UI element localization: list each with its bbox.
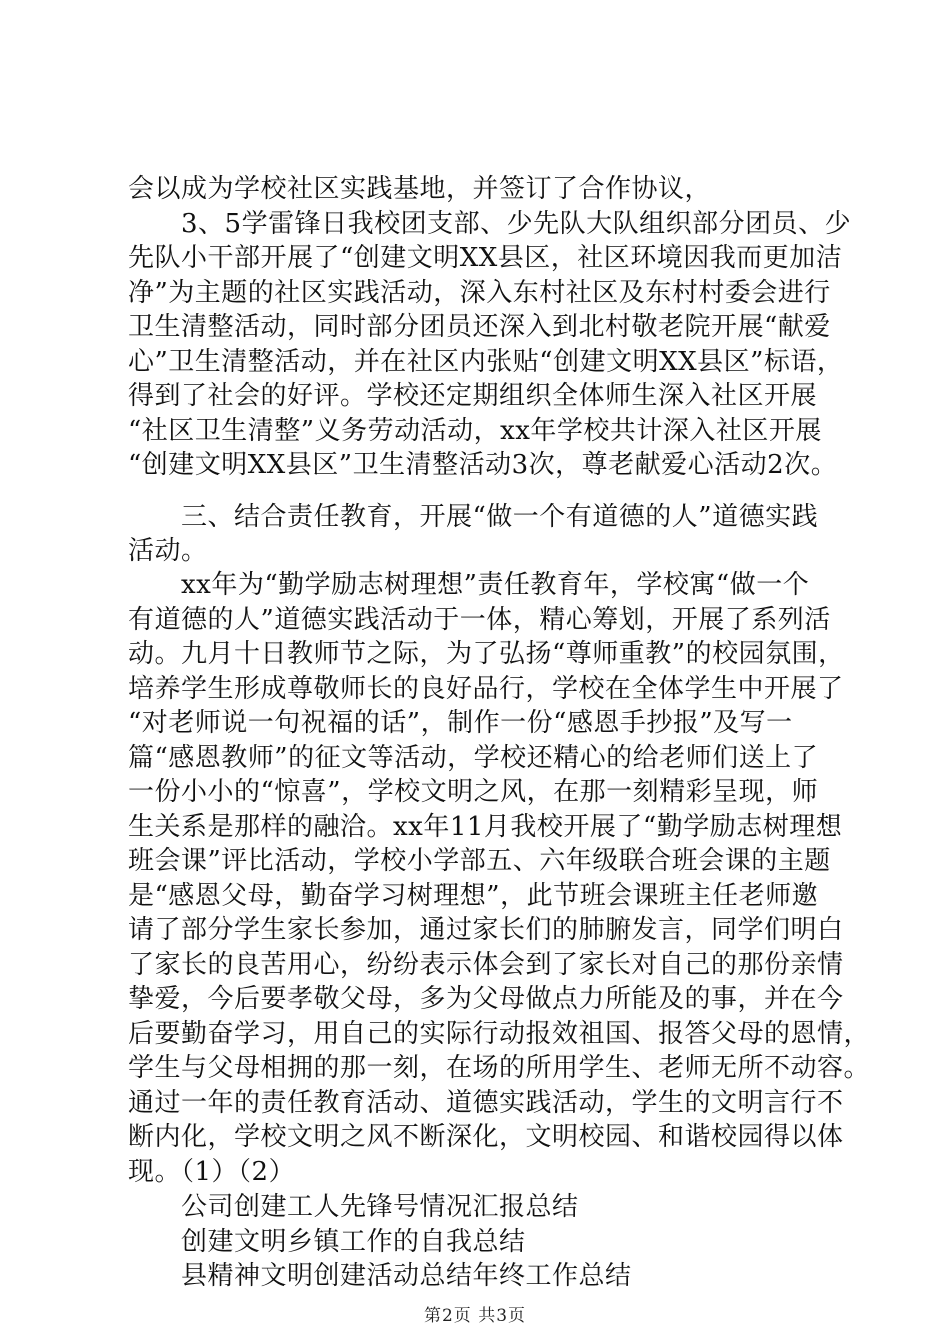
body-text-line: 断内化，学校文明之风不断深化，文明校园、和谐校园得以体	[128, 1122, 844, 1152]
body-text-line: 一份小小的“惊喜”，学校文明之风，在那一刻精彩呈现，师	[128, 777, 819, 807]
body-text-line: 后要勤奋学习，用自己的实际行动报效祖国、报答父母的恩情，	[128, 1019, 871, 1049]
body-text-line: 请了部分学生家长参加，通过家长们的肺腑发言，同学们明白	[128, 915, 844, 945]
body-text-line: xx年为“勤学励志树理想”责任教育年，学校寓“做一个	[128, 570, 810, 600]
body-text-line: “对老师说一句祝福的话”，制作一份“感恩手抄报”及写一	[128, 708, 793, 738]
body-text-line: 得到了社会的好评。学校还定期组织全体师生深入社区开展	[128, 381, 818, 411]
body-text-line: 了家长的良苦用心，纷纷表示体会到了家长对自己的那份亲情	[128, 950, 844, 980]
body-text-line: 卫生清整活动，同时部分团员还深入到北村敬老院开展“献爱	[128, 312, 831, 342]
body-text-line: 班会课”评比活动，学校小学部五、六年级联合班会课的主题	[128, 846, 831, 876]
body-text-line: 学生与父母相拥的那一刻，在场的所用学生、老师无所不动容。	[128, 1053, 871, 1083]
body-text-line: “社区卫生清整”义务劳动活动，xx年学校共计深入社区开展	[128, 416, 822, 446]
body-text-line: 生关系是那样的融洽。xx年11月我校开展了“勤学励志树理想	[128, 812, 843, 842]
body-text-line: 动。九月十日教师节之际，为了弘扬“尊师重教”的校园氛围，	[128, 639, 845, 669]
body-text-line: 通过一年的责任教育活动、道德实践活动，学生的文明言行不	[128, 1088, 844, 1118]
related-title-line: 县精神文明创建活动总结年终工作总结	[128, 1261, 632, 1291]
body-text-line: 挚爱，今后要孝敬父母，多为父母做点力所能及的事，并在今	[128, 984, 844, 1014]
body-text-line: 现。（1）（2）	[128, 1157, 296, 1187]
body-text-line: 会以成为学校社区实践基地，并签订了合作协议，	[128, 174, 712, 204]
related-title-line: 公司创建工人先锋号情况汇报总结	[128, 1192, 579, 1222]
page-number-footer: 第2页 共3页	[423, 1306, 527, 1326]
body-text-line: 先队小干部开展了“创建文明XX县区，社区环境因我而更加洁	[128, 243, 843, 273]
body-text-line: “创建文明XX县区”卫生清整活动3次，尊老献爱心活动2次。	[128, 450, 838, 480]
body-text-line: 篇“感恩教师”的征文等活动，学校还精心的给老师们送上了	[128, 743, 819, 773]
related-title-line: 创建文明乡镇工作的自我总结	[128, 1227, 526, 1257]
body-text-line: 有道德的人”道德实践活动于一体，精心筹划，开展了系列活	[128, 605, 831, 635]
body-text-line: 3、5学雷锋日我校团支部、少先队大队组织部分团员、少	[128, 209, 852, 239]
body-text-line: 心”卫生清整活动，并在社区内张贴“创建文明XX县区”标语，	[128, 347, 844, 377]
body-text-line: 净”为主题的社区实践活动，深入东村社区及东村村委会进行	[128, 278, 831, 308]
section-heading-line: 活动。	[128, 536, 208, 566]
section-heading-line: 三、结合责任教育，开展“做一个有道德的人”道德实践	[128, 502, 819, 532]
body-text-line: 是“感恩父母，勤奋学习树理想”，此节班会课班主任老师邀	[128, 881, 819, 911]
body-text-line: 培养学生形成尊敬师长的良好品行，学校在全体学生中开展了	[128, 674, 844, 704]
